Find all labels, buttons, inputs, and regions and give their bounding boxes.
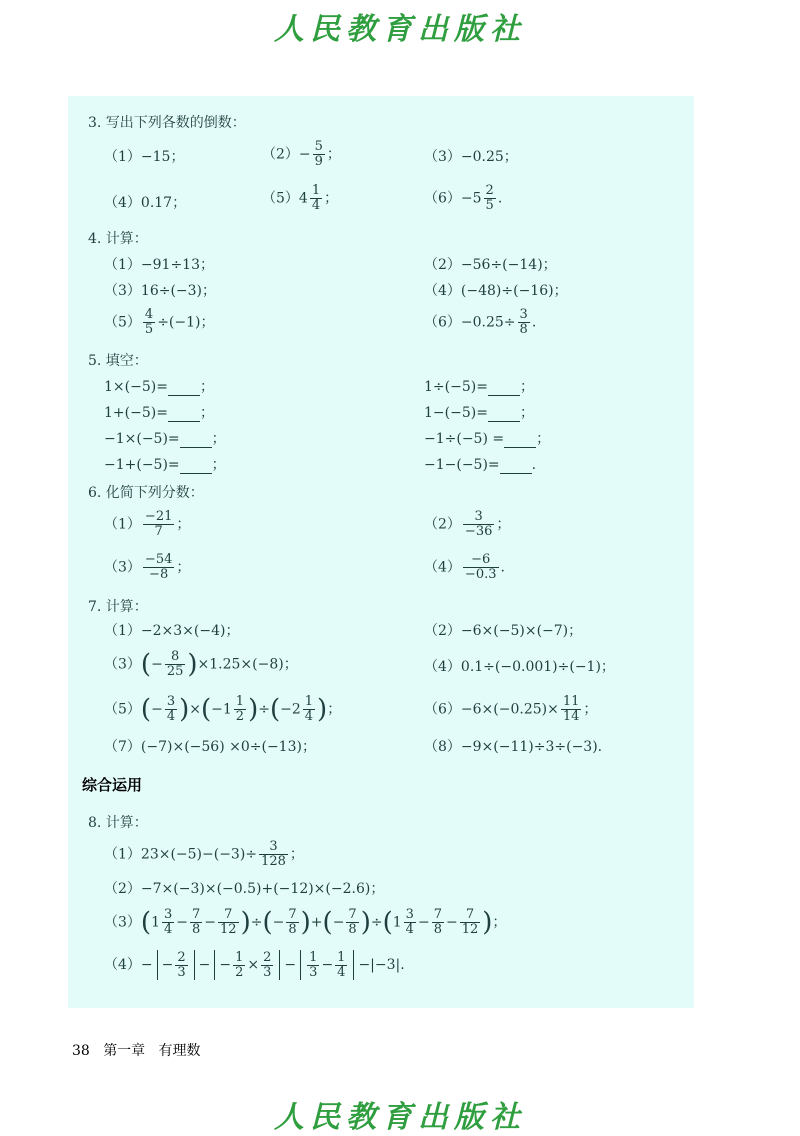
q4-title: 4. 计算： bbox=[88, 231, 148, 247]
q6-item-4: （4） $\frac{-6}{-0.3}$ . bbox=[424, 552, 505, 582]
q7-item-5: （5）(− $\frac{3}{4}$ )×(−1 $\frac{1}{2}$ )÷(−2 $\frac{1}{4}$ )； bbox=[104, 694, 342, 725]
q7-title: 7. 计算： bbox=[88, 599, 148, 615]
q7-item-2: （2）−6×(−5)×(−7)； bbox=[424, 623, 583, 639]
q5-left-1: 1×(−5)= ； bbox=[104, 379, 214, 395]
q8-item-3: （3）(1 $\frac{3}{4}$ − $\frac{7}{8}$ − $\frac{7}{12}$ )÷(− $\frac{7}{8}$ )+(− $\frac{7}{8}$ )÷(1 $\frac{3}{4}$ − $\frac{7}{8}$ − $\frac{7}{12}$ )； bbox=[104, 907, 507, 938]
q7-item-7: （7）(−7)×(−56) ×0÷(−13)； bbox=[104, 739, 316, 755]
q3-item-2: （2）− $\frac{5}{9}$ ； bbox=[262, 139, 341, 169]
publisher-logo-bottom: 人民教育出版社 bbox=[274, 1100, 526, 1135]
q4-item-6: （6）−0.25÷ $\frac{3}{8}$ . bbox=[424, 307, 537, 337]
q5-right-1: 1÷(−5)= ； bbox=[424, 379, 534, 395]
answer-blank bbox=[488, 381, 520, 396]
q3-item-1: （1）−15； bbox=[104, 149, 185, 165]
q7-item-8: （8）−9×(−11)÷3÷(−3). bbox=[424, 739, 603, 755]
answer-blank bbox=[500, 459, 532, 474]
q4-item-4: （4）(−48)÷(−16)； bbox=[424, 283, 568, 299]
q5-left-4: −1+(−5)= ； bbox=[104, 457, 226, 473]
q6-title: 6. 化简下列分数： bbox=[88, 485, 204, 501]
q8-item-2: （2）−7×(−3)×(−0.5)+(−12)×(−2.6)； bbox=[104, 881, 385, 897]
q3-item-4: （4）0.17； bbox=[104, 195, 187, 211]
q5-left-3: −1×(−5)= ； bbox=[104, 431, 226, 447]
q5-title: 5. 填空： bbox=[88, 353, 148, 369]
answer-blank bbox=[180, 459, 212, 474]
chapter-title: 有理数 bbox=[158, 1043, 201, 1059]
section-heading: 综合运用 bbox=[82, 776, 143, 794]
page-footer bbox=[72, 1042, 201, 1060]
q4-item-1: （1）−91÷13； bbox=[104, 257, 214, 273]
publisher-logo-top: 人民教育出版社 bbox=[274, 12, 526, 47]
q3-item-6: （6）−5 $\frac{2}{5}$ . bbox=[424, 183, 503, 213]
q7-item-6: （6）−6×(−0.25)× $\frac{11}{14}$ ； bbox=[424, 694, 598, 724]
q3-item-3: （3）−0.25； bbox=[424, 149, 518, 165]
q8-item-1: （1）23×(−5)−(−3)÷ $\frac{3}{128}$ ； bbox=[104, 839, 304, 869]
q7-item-4: （4）0.1÷(−0.001)÷(−1)； bbox=[424, 659, 615, 675]
q6-item-2: （2） $\frac{3}{-36}$ ； bbox=[424, 509, 511, 539]
q8-item-4: （4）− − $\frac{2}{3}$ − − $\frac{1}{2}$ × $\frac{2}{3}$ − $\frac{1}{3}$ − $\frac{1}{4}$ −|−3|. bbox=[104, 949, 405, 980]
q5-right-4: −1−(−5)= . bbox=[424, 457, 537, 473]
q7-item-3: （3）(− $\frac{8}{25}$ )×1.25×(−8)； bbox=[104, 649, 298, 680]
answer-blank bbox=[180, 433, 212, 448]
page-number: 38 bbox=[72, 1043, 90, 1059]
q5-left-2: 1+(−5)= ； bbox=[104, 405, 214, 421]
answer-blank bbox=[168, 381, 200, 396]
q3-item-5: （5）4 $\frac{1}{4}$ ； bbox=[262, 183, 339, 213]
q6-item-3: （3） $\frac{-54}{-8}$ ； bbox=[104, 552, 191, 582]
answer-blank bbox=[488, 407, 520, 422]
q3-title: 3. 写出下列各数的倒数： bbox=[88, 115, 246, 131]
fraction: $\frac{5}{9}$ bbox=[314, 139, 323, 169]
chapter-number: 第一章 bbox=[103, 1043, 146, 1059]
answer-blank bbox=[504, 433, 536, 448]
q4-item-5: （5） $\frac{4}{5}$ ÷(−1)； bbox=[104, 307, 215, 337]
q4-item-2: （2）−56÷(−14)； bbox=[424, 257, 557, 273]
q4-item-3: （3）16÷(−3)； bbox=[104, 283, 217, 299]
q7-item-1: （1）−2×3×(−4)； bbox=[104, 623, 240, 639]
q5-right-3: −1÷(−5) = ； bbox=[424, 431, 551, 447]
answer-blank bbox=[168, 407, 200, 422]
q5-right-2: 1−(−5)= ； bbox=[424, 405, 534, 421]
q6-item-1: （1） $\frac{-21}{7}$ ； bbox=[104, 509, 191, 539]
q8-title: 8. 计算： bbox=[88, 815, 148, 831]
